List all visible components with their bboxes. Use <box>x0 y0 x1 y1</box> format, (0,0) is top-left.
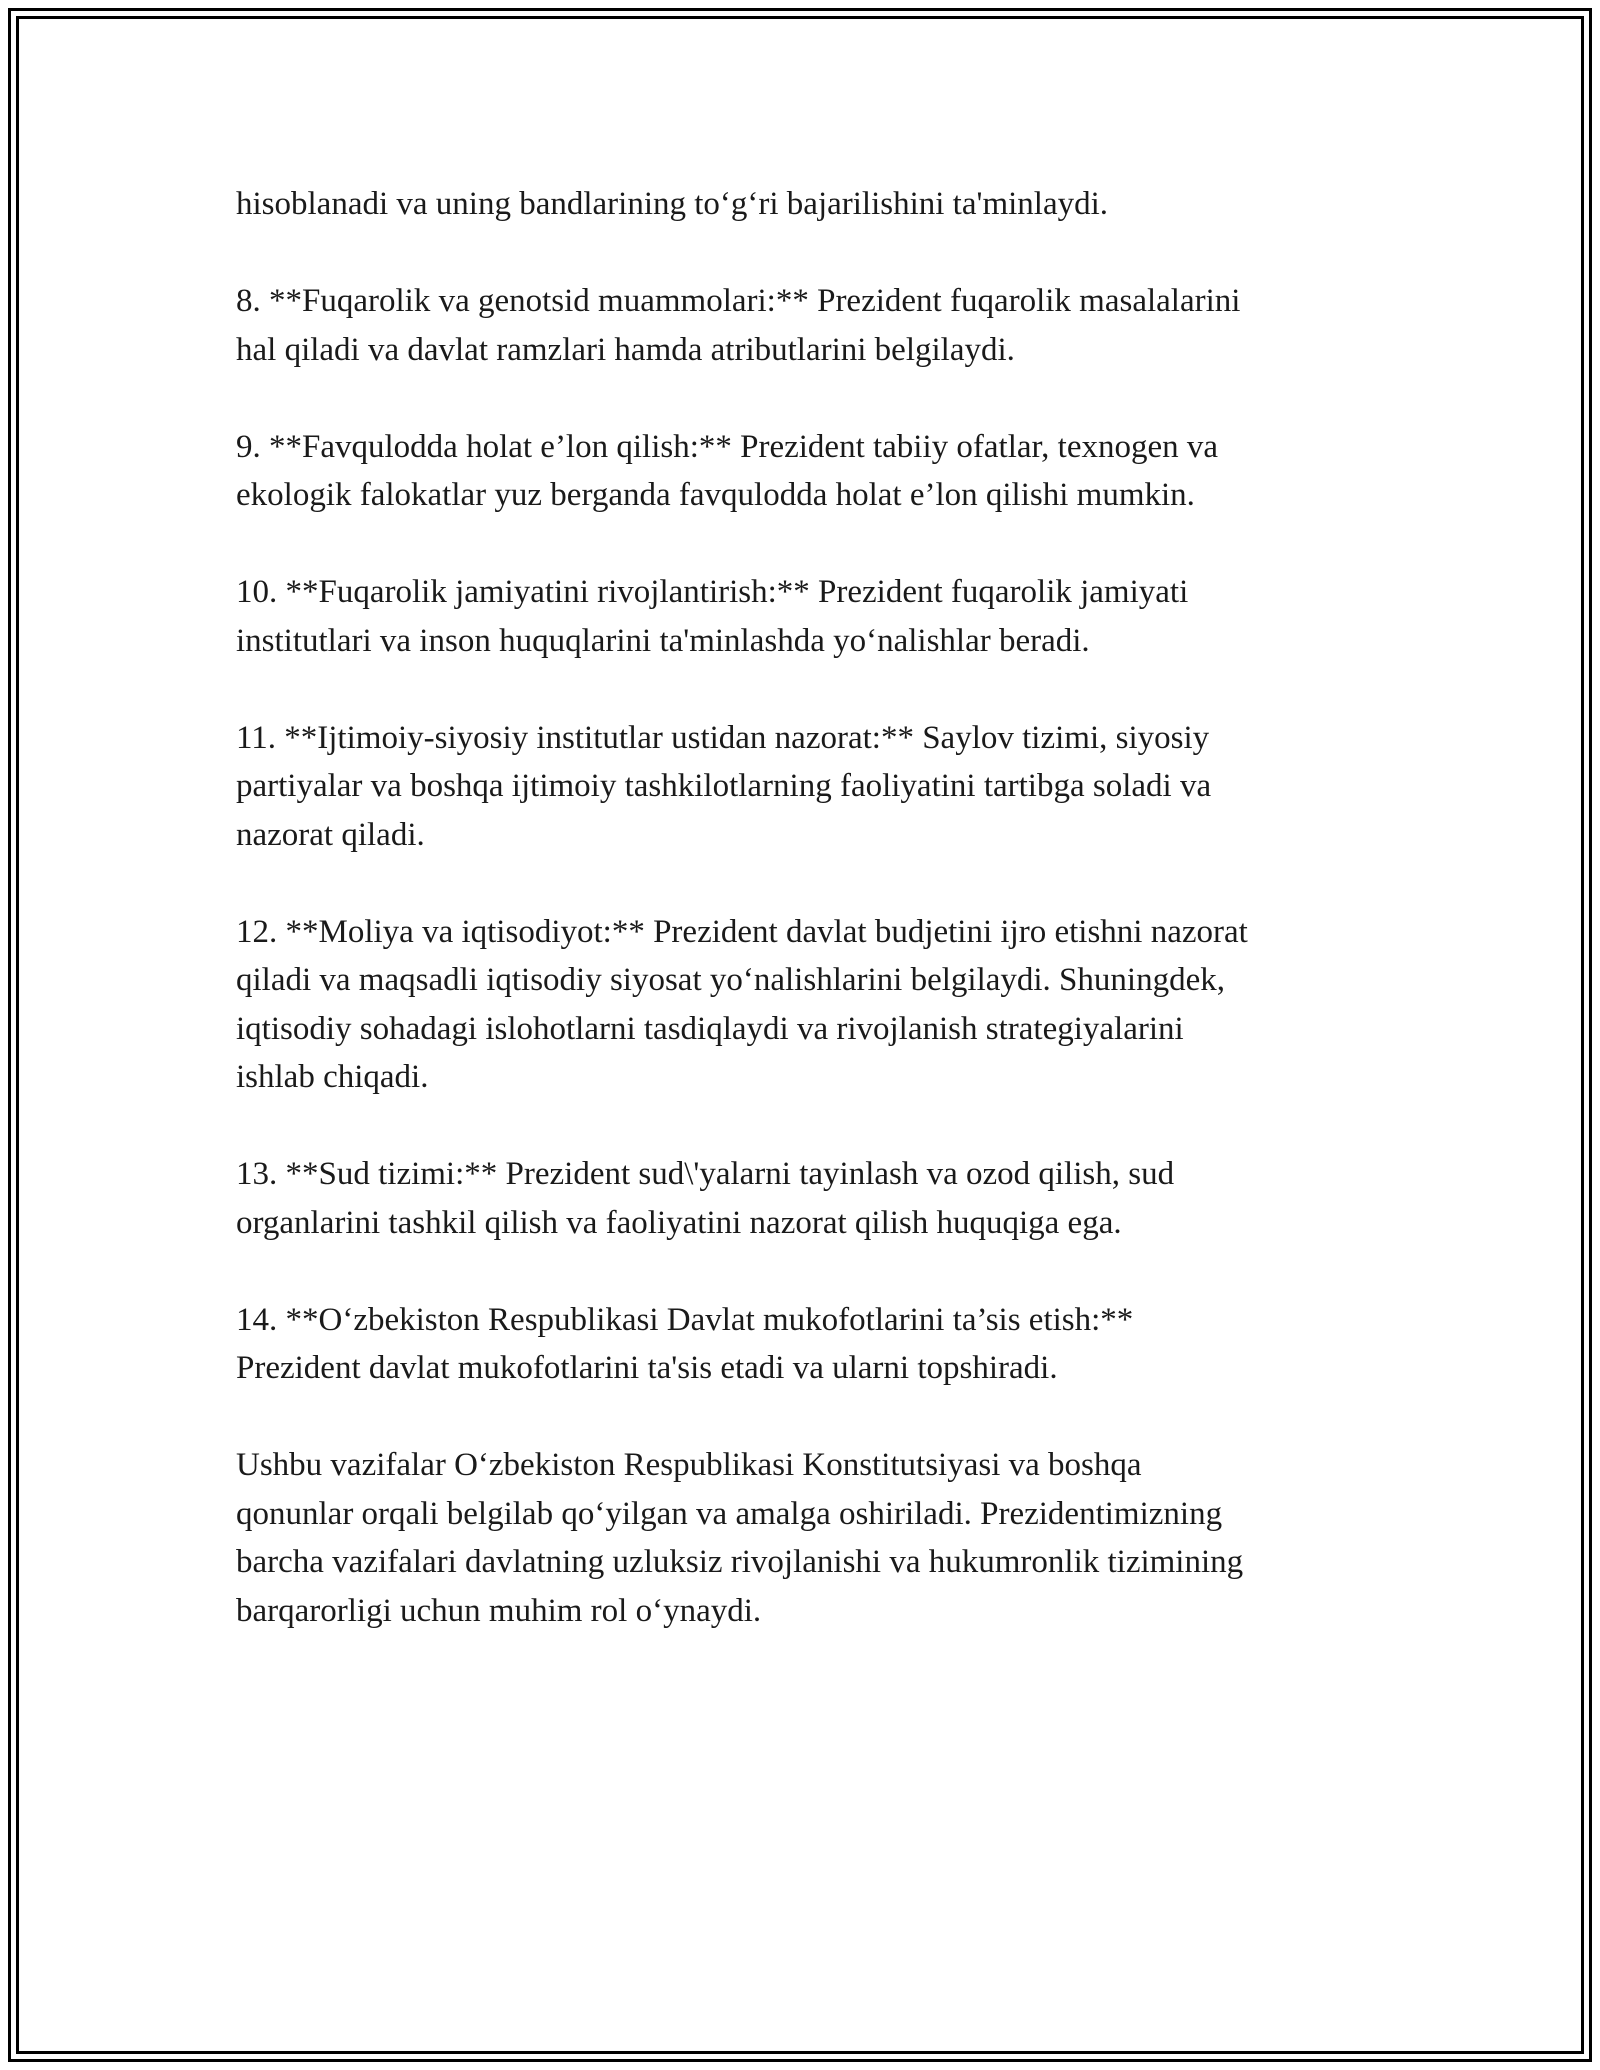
paragraph-item-11: 11. **Ijtimoiy-siyosiy institutlar ustidan nazorat:** Saylov tizimi, siyosiy partiyalar va boshqa ijtimoiy tashkilotlarning faoliyatini tartibga soladi va nazorat qiladi. <box>236 719 1212 853</box>
paragraph-continuation: hisoblanadi va uning bandlarining to‘g‘ri bajarilishini ta'minlaydi. <box>236 186 1109 222</box>
paragraph-item-12: 12. **Moliya va iqtisodiyot:** Prezident davlat budjetini ijro etishni nazorat qiladi va maqsadli iqtisodiy siyosat yo‘nalishlarini belgilaydi. Shuningdek, iqtisodiy sohadagi islohotlarni tasdiqlaydi va rivojlanish strategiyalarini ishlab chiqadi. <box>236 913 1248 1095</box>
paragraph-item-10: 10. **Fuqarolik jamiyatini rivojlantirish:** Prezident fuqarolik jamiyati institutlari va inson huquqlarini ta'minlashda yo‘nalishlar beradi. <box>236 574 1189 659</box>
paragraph-item-8: 8. **Fuqarolik va genotsid muammolari:** Prezident fuqarolik masalalarini hal qiladi va davlat ramzlari hamda atributlarini belgilaydi. <box>236 283 1241 368</box>
paragraph-item-13: 13. **Sud tizimi:** Prezident sud\'yalarni tayinlash va ozod qilish, sud organlarini tashkil qilish va faoliyatini nazorat qilish huquqiga ega. <box>236 1156 1175 1241</box>
document-body <box>236 180 1366 1684</box>
paragraph-item-9: 9. **Favqulodda holat e’lon qilish:** Prezident tabiiy ofatlar, texnogen va ekologik falokatlar yuz berganda favqulodda holat e’lon qilishi mumkin. <box>236 428 1219 513</box>
paragraph-item-14: 14. **O‘zbekiston Respublikasi Davlat mukofotlarini ta’sis etish:** Prezident davlat mukofotlarini ta'sis etadi va ularni topshiradi. <box>236 1301 1134 1386</box>
paragraph-conclusion: Ushbu vazifalar O‘zbekiston Respublikasi Konstitutsiyasi va boshqa qonunlar orqali belgilab qo‘yilgan va amalga oshiriladi. Prezidentimizning barcha vazifalari davlatning uzluksiz rivojlanishi va hukumronlik tizimining barqarorligi uchun muhim rol o‘ynaydi. <box>236 1447 1244 1629</box>
